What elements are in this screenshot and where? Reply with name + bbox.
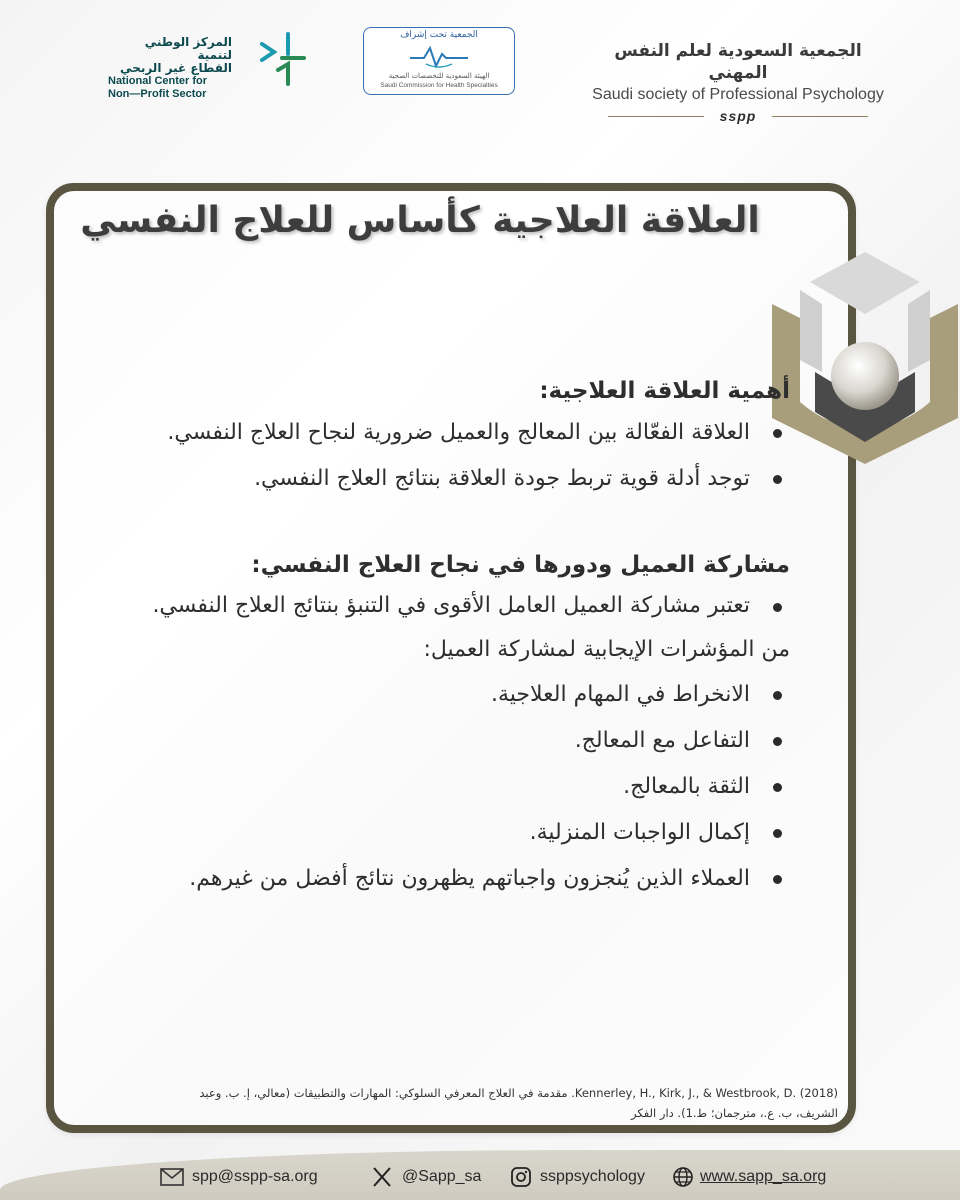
section-heading-importance: أهمية العلاقة العلاجية: (539, 378, 790, 404)
sspp-ar-name: الجمعية السعودية لعلم النفس المهني (614, 41, 862, 83)
ncnp-ar-line1: المركز الوطني لتنمية (144, 35, 232, 62)
scfhs-ar-name: الهيئة السعودية للتخصصات الصحية (388, 72, 490, 80)
scfhs-logo (363, 27, 515, 95)
bullet-list-engagement (80, 584, 790, 628)
ncnp-logo (108, 28, 308, 100)
sspp-abbr-row (588, 106, 888, 128)
footer-instagram[interactable] (510, 1165, 670, 1191)
indicators-subheading: من المؤشرات الإيجابية لمشاركة العميل: (423, 637, 790, 662)
divider (772, 116, 868, 117)
ncnp-en-line2: Non—Profit Sector (108, 88, 207, 100)
ncnp-text (108, 36, 232, 101)
list-item: الانخراط في المهام العلاجية. (80, 672, 790, 718)
footer-x[interactable] (372, 1165, 492, 1191)
article-body (80, 372, 790, 902)
footer-email[interactable] (160, 1165, 340, 1191)
sspp-en-name: Saudi society of Professional Psychology (592, 86, 884, 103)
section-heading-engagement: مشاركة العميل ودورها في نجاح العلاج النفسي: (251, 552, 790, 578)
bullet-list-indicators (80, 672, 790, 902)
footer-website[interactable] (672, 1165, 852, 1191)
sspp-logo (588, 40, 888, 124)
heartbeat-icon (406, 44, 472, 70)
list-item: العملاء الذين يُنجزون واجباتهم يظهرون نتائج أفضل من غيرهم. (80, 856, 790, 902)
x-logo-icon (372, 1166, 392, 1188)
globe-icon (672, 1166, 694, 1188)
reference-citation (66, 1083, 838, 1123)
list-item: تعتبر مشاركة العميل العامل الأقوى في التنبؤ بنتائج العلاج النفسي. (80, 584, 790, 628)
instagram-link[interactable]: ssppsychology (540, 1168, 645, 1185)
list-item: العلاقة الفعّالة بين المعالج والعميل ضرورية لنجاح العلاج النفسي. (80, 410, 790, 456)
page-title: العلاقة العلاجية كأساس للعلاج النفسي (80, 200, 760, 241)
x-handle-link[interactable]: @Sapp_sa (402, 1168, 482, 1185)
website-link[interactable]: www.sapp_sa.org (700, 1168, 827, 1185)
scfhs-top-label: الجمعية تحت إشراف (400, 30, 478, 40)
sspp-abbr: sspp (719, 108, 757, 124)
reference-line2: الشريف، ب. ع.، مترجمان؛ ط.1). دار الفكر (631, 1106, 838, 1120)
sspp-emblem-icon (770, 252, 960, 464)
email-link[interactable]: spp@sspp-sa.org (192, 1168, 318, 1185)
divider (608, 116, 704, 117)
envelope-icon (160, 1166, 184, 1188)
reference-line1: Kennerley, H., Kirk, J., & Westbrook, D. (2018). مقدمة في العلاج المعرفي السلوكي: المهارات والتطبيقات (معالي، إ. ب. وعبد (199, 1086, 838, 1100)
list-item: إكمال الواجبات المنزلية. (80, 810, 790, 856)
bullet-list-importance (80, 410, 790, 502)
list-item: توجد أدلة قوية تربط جودة العلاقة بنتائج العلاج النفسي. (80, 456, 790, 502)
list-item: الثقة بالمعالج. (80, 764, 790, 810)
ncnp-ar-line2: القطاع غير الربحي (120, 61, 232, 75)
list-item: التفاعل مع المعالج. (80, 718, 790, 764)
ncnp-en-line1: National Center for (108, 75, 208, 87)
scfhs-en-name: Saudi Commission for Health Specialties (380, 82, 498, 89)
ncnp-mark-icon (258, 30, 308, 86)
instagram-icon (510, 1166, 532, 1188)
